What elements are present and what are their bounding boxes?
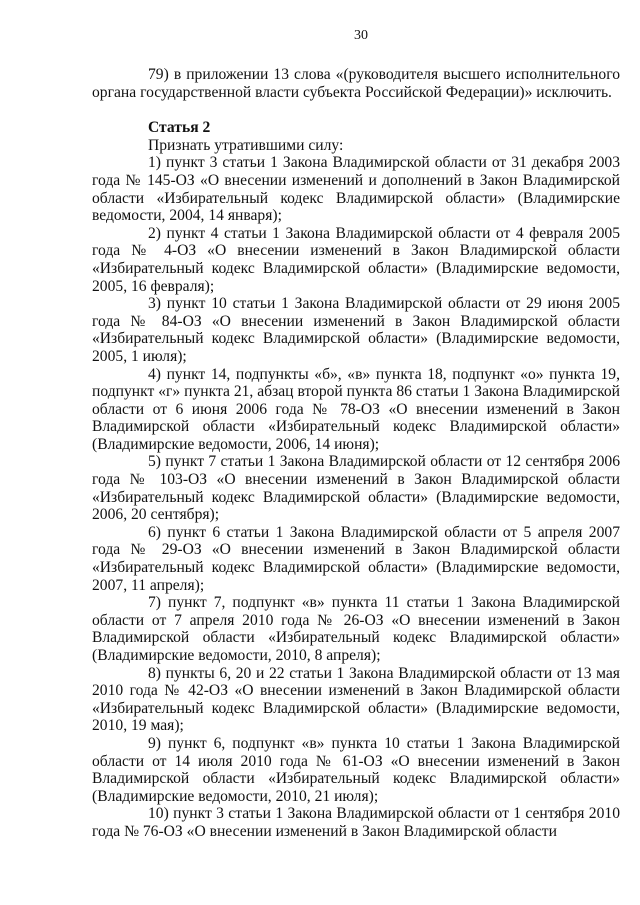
article-title: Статья 2 [148, 119, 211, 137]
list-item: 2) пункт 4 статьи 1 Закона Владимирской области от 4 февраля 2005 года № 4-ОЗ «О внесении изменений в Закон Владимирской области «Избирательный кодекс Владимирской области» (Владимирские ведомости, 2005, 16 февраля); [92, 224, 620, 295]
list-item: 5) пункт 7 статьи 1 Закона Владимирской области от 12 сентября 2006 года № 103-ОЗ «О внесении изменений в Закон Владимирской области «Избирательный кодекс Владимирской области» (Владимирские ведомости, 2006, 20 сентября); [92, 453, 620, 524]
article-lead: Признать утратившими силу: [148, 136, 344, 154]
list-item: 7) пункт 7, подпункт «в» пункта 11 статьи 1 Закона Владимирской области от 7 апреля 2010 года № 26-ОЗ «О внесении изменений в Закон Владимирской области «Избирательный кодекс Владимирской области» (Владимирские ведомости, 2010, 8 апреля); [92, 594, 620, 664]
list-item: 3) пункт 10 статьи 1 Закона Владимирской области от 29 июня 2005 года № 84-ОЗ «О внесении изменений в Закон Владимирской области «Избирательный кодекс Владимирской области» (Владимирские ведомости, 2005, 1 июля); [92, 295, 620, 365]
list-item: 8) пункты 6, 20 и 22 статьи 1 Закона Владимирской области от 13 мая 2010 года № 42-ОЗ «О внесении изменений в Закон Владимирской области «Избирательный кодекс Владимирской области» (Владимирские ведомости, 2010, 19 мая); [92, 664, 620, 735]
list-item: 1) пункт 3 статьи 1 Закона Владимирской области от 31 декабря 2003 года № 145-ОЗ «О внесении изменений и дополнений в Закон Владимирской области «Избирательный кодекс Владимирской области» (Владимирские ведомости, 2004, 14 января); [92, 154, 620, 225]
page-number: 30 [354, 28, 368, 43]
list-item: 6) пункт 6 статьи 1 Закона Владимирской области от 5 апреля 2007 года № 29-ОЗ «О внесении изменений в Закон Владимирской области «Избирательный кодекс Владимирской области» (Владимирские ведомости, 2007, 11 апреля); [92, 523, 620, 594]
list-item: 10) пункт 3 статьи 1 Закона Владимирской области от 1 сентября 2010 года № 76-ОЗ «О внесении изменений в Закон Владимирской области [92, 805, 620, 840]
intro-paragraph: 79) в приложении 13 слова «(руководителя высшего исполнительного органа государственной власти субъекта Российской Федерации)» исключить. [92, 66, 620, 101]
list-item: 9) пункт 6, подпункт «в» пункта 10 статьи 1 Закона Владимирской области от 14 июля 2010 года № 61-ОЗ «О внесении изменений в Закон Владимирской области «Избирательный кодекс Владимирской области» (Владимирские ведомости, 2010, 21 июля); [92, 734, 620, 805]
list-item: 4) пункт 14, подпункты «б», «в» пункта 18, подпункт «о» пункта 19, подпункт «г» пункта 21, абзац второй пункта 86 статьи 1 Закона Владимирской области от 6 июня 2006 года № 78-ОЗ «О внесении изменений в Закон Владимирской области «Избирательный кодекс Владимирской области» (Владимирские ведомости, 2006, 14 июня); [92, 365, 620, 453]
